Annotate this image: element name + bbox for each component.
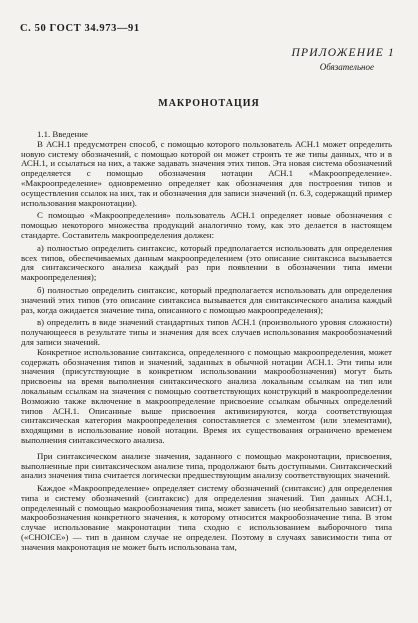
section-title: МАКРОНОТАЦИЯ [158, 98, 260, 109]
list-item-c: в) определить в виде значений стандартных типов АСН.1 (произвольного уровня сложности) получающееся в результате типы и значения для всех случаев использования макрообозначений для записи значений. [21, 317, 392, 347]
paragraph: С помощью «Макроопределения» пользователь АСН.1 определяет новые обозначения с помощью некоторого множества продукций аналогично тому, как это делается в настоящем стандарте. Составитель макроопределения должен: [21, 210, 392, 240]
list-item-a: а) полностью определить синтаксис, который предполагается использовать для определения всех типов, обеспечиваемых данным макроопределением (это описание синтаксиса вызывается для синтаксического анализа каждый раз при появлении в обозначении типа имени макроопределения); [21, 242, 392, 283]
paragraph: Каждое «Макроопределение» определяет систему обозначений (синтаксис) для определения типа и систему обозначений (синтаксис) для определения значений. Тип данных АСН.1, определенный с помощью макрообозначения типа, может зависеть (но необязательно зависит) от макрообозначения конкретного значения, к которому относится макрообозначение типа. В этом случае использование макронотации типа сходно с использованием выборочного типа («CHOICE») — тип в данном случае не определен. Поэтому в случаях зависимости типа от значения макронотация не может быть использована там, [21, 483, 392, 552]
paragraph: При синтаксическом анализе значения, заданного с помощью макронотации, присвоения, выполненные при синтаксическом анализе типа, продолжают быть доступными. Синтаксический анализ значения типа считается логически предшествующим анализу соответствующих значений. [21, 450, 392, 481]
appendix-status: Обязательное [319, 62, 374, 72]
page-header: С. 50 ГОСТ 34.973—91 [20, 23, 140, 34]
subsection-heading: 1.1. Введение [37, 129, 88, 139]
paragraph: Конкретное использование синтаксиса, определенного с помощью макроопределения, может содержать обозначения типов и значений, заданных в обычной нотации АСН.1. Эти типы или значения (присутствующие в конкретном использовании макрообозначения) могут быть присвоены на время выполнения синтаксического анализа локальным ссылкам на тип или локальным ссылкам на значения с помощью соответствующих конструкций в макроопределении Возможно также включение в макроопределение присвоение ссылкам обычных определений типов АСН.1. Описанные выше присвоения активизируются, когда соответствующая синтаксическая категория макроопределения сопоставляется с элементом (или элементами), входящими в использование новой нотации. Время их существования ограничено временем выполнения синтаксического анализа. [21, 346, 392, 445]
list-item-b: б) полностью определить синтаксис, который предполагается использовать для определения значений этих типов (это описание синтаксиса вызывается для синтаксического анализа каждый раз, когда ожидается значение типа, описанного с помощью макроопределения); [21, 284, 392, 315]
body-text [21, 130, 392, 553]
paragraph: В АСН.1 предусмотрен способ, с помощью которого пользователь АСН.1 может определить новую систему обозначений, с помощью которой он может строить те же типы данных, что и в АСН.1, и ссылаться на них, а также задавать значения этих типов. Эта новая система обозначений определяется с помощью обозначения нотации АСН.1 «Макроопределение». «Макроопределение» одновременно определяет как обозначения для построения типов и осуществления ссылок на них, так и обозначения для записи значений (п. 6.3, содержащий пример использования макронотации). [21, 138, 392, 208]
appendix-label: ПРИЛОЖЕНИЕ 1 [291, 47, 395, 59]
